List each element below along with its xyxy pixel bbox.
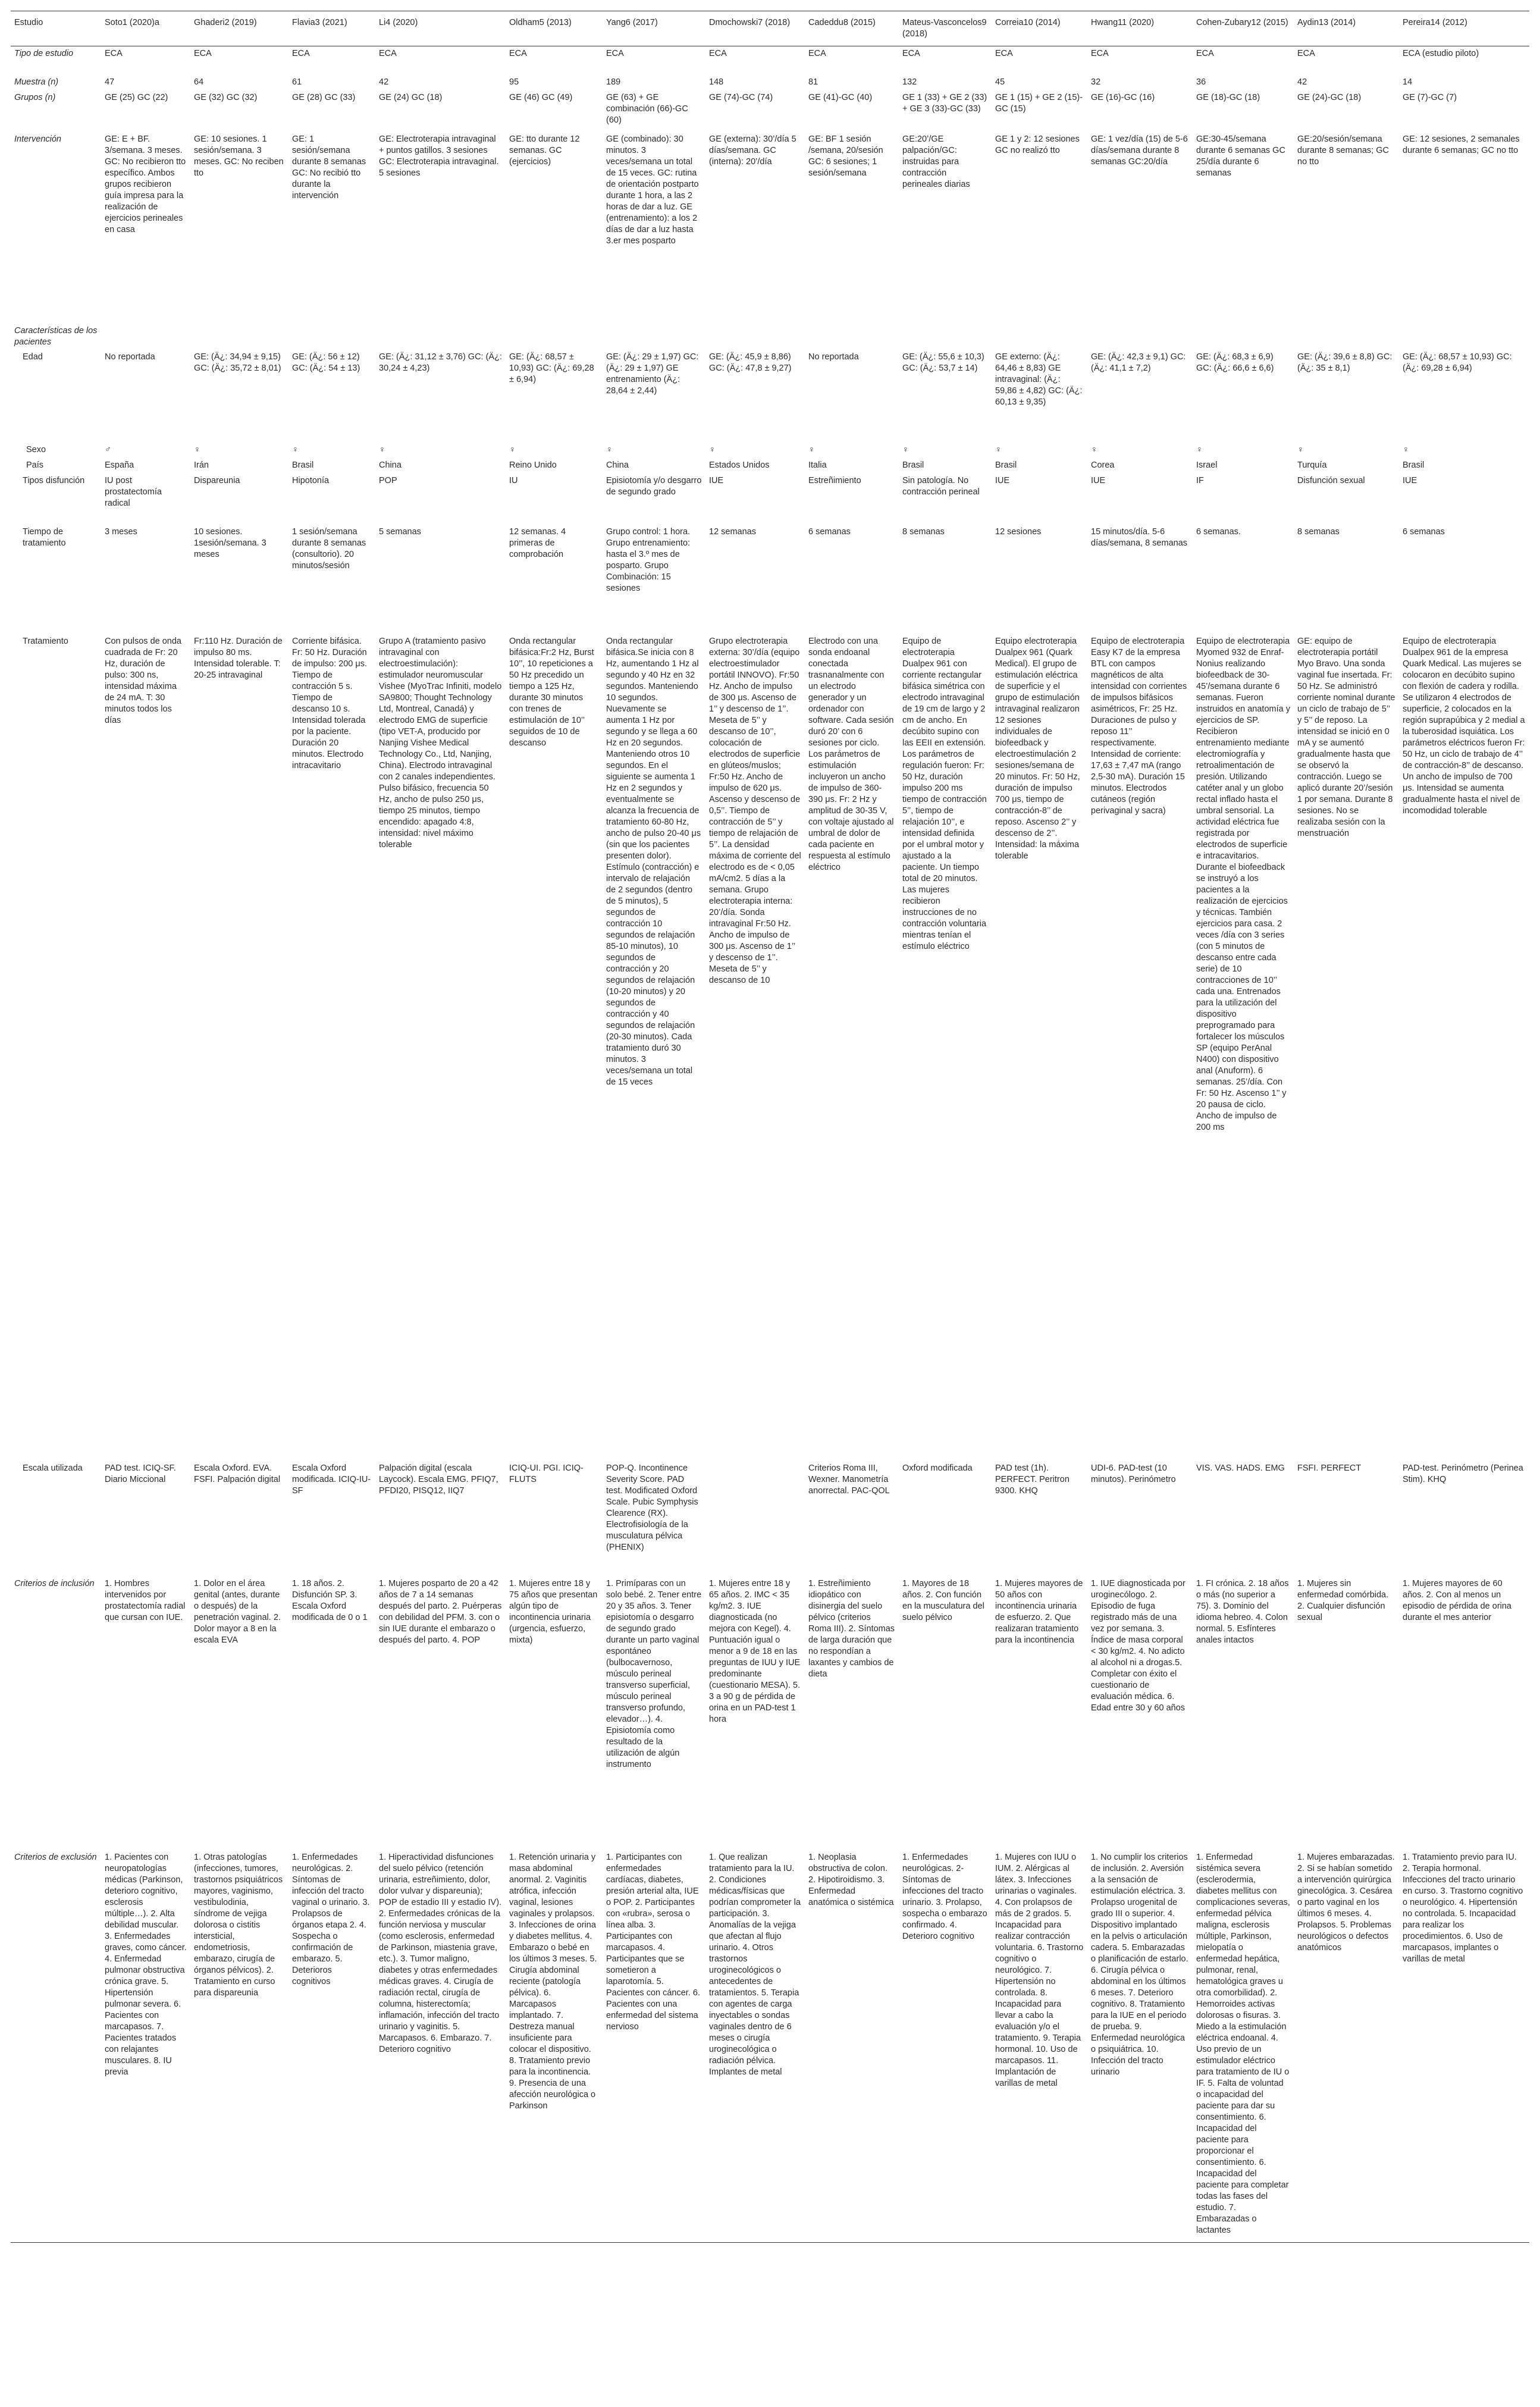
table-cell: 1. Participantes con enfermedades cardíacas, diabetes, presión arterial alta, IUE o POP. 2. Participantes con «rubra», serosa o línea alba. 3. Participantes con marcapasos. 4. Participantes que se sometieron a laparotomía. 5. Pacientes con cáncer. 6. Pacientes con una enfermedad del sistema nervioso <box>603 1850 705 2243</box>
table-cell: ECA <box>292 49 310 58</box>
table-cell: PAD-test. Perinómetro (Perinea Stim). KHQ <box>1403 1463 1523 1484</box>
table-row <box>11 132 1529 324</box>
table-cell: GE:30-45/semana durante 6 semanas GC 25/día durante 6 semanas <box>1196 134 1285 178</box>
table-cell: GE:20/sesión/semana durante 8 semanas; GC no tto <box>1297 134 1389 167</box>
table-cell: Grupo electroterapia externa: 30’/día (equipo electroestimulador portátil INNOVO). Fr:50 Hz. Ancho de impulso de 300 μs. Ascenso de 1’’ y descenso de 1’’. Meseta de 5’’ y descanso de 10’’, colocación de electrodos de superficie en glúteos/muslos; Fr:50 Hz. Ancho de impulso de 620 μs. Ascenso y descenso de 0,5’’. Tiempo de contracción de 5’’ y tiempo de relajación de 5’’. La densidad máxima de corriente del electrodo es de < 0,05 mA/cm2. 5 días a la semana. Grupo electroterapia interna: 20’/día. Sonda intravaginal Fr:50 Hz. Ancho de impulso de 300 μs. Ascenso de 1’’ y descenso de 1’’. Meseta de 5’’ y descanso de 10 <box>709 637 801 985</box>
table-row <box>11 1461 1529 1577</box>
table-cell: IUE <box>1091 476 1106 485</box>
table-cell: Brasil <box>995 460 1017 470</box>
table-cell: GE (externa): 30’/día 5 días/semana. GC (interna): 20’/día <box>709 134 796 167</box>
row-label: Tiempo de tratamiento <box>23 527 66 548</box>
table-cell: 1. FI crónica. 2. 18 años o más (no superior a 75). 3. Dominio del idioma hebreo. 4. Colon normal. 5. Esfínteres anales intactos <box>1196 1579 1289 1645</box>
table-cell: Equipo electroterapia Dualpex 961 (Quark Medical). El grupo de estimulación eléctrica de superficie y el grupo de estimulación intravaginal realizaron 12 sesiones individuales de biofeedback y electroestimulación 2 sesiones/semana de 20 minutos. Fr: 50 Hz, duración de impulso 700 μs, tiempo de contracción-8’’ de reposo. Ascenso 2’’ y descenso de 2’’. Intensidad: la máxima tolerable <box>995 637 1080 861</box>
table-cell: ECA <box>709 49 727 58</box>
table-cell: 6 semanas. <box>1196 527 1241 537</box>
table-cell: ♀ <box>509 445 516 455</box>
table-cell: ♀ <box>902 445 909 455</box>
table-cell: Reino Unido <box>509 460 557 470</box>
table-cell: IU post prostatectomía radical <box>105 476 162 508</box>
table-cell: Grupo control: 1 hora. Grupo entrenamiento: hasta el 3.º mes de posparto. Grupo Combinación: 15 sesiones <box>606 527 691 593</box>
table-cell: 1. Enfermedades neurológicas. 2- Síntomas de infecciones del tracto urinario. 3. Prolapso, sospecha o embarazo confirmado. 4. Deterioro cognitivo <box>899 1850 992 2243</box>
table-cell: IF <box>1196 476 1204 485</box>
header-study-5: Oldham5 (2013) <box>506 11 603 46</box>
table-cell: 1. Tratamiento previo para IU. 2. Terapia hormonal. Infecciones del tracto urinario en curso. 3. Trastorno cognitivo o neurológico. 4. Hipertensión no controlada. 5. Incapacidad para realizar los procedimientos. 6. Uso de marcapasos, implantes o varillas de metal <box>1399 1850 1529 2243</box>
table-cell: 1. Retención urinaria y masa abdominal anormal. 2. Vaginitis atrófica, infección vaginal, lesiones vaginales y prolapsos. 3. Infecciones de orina y diabetes mellitus. 4. Embarazo o bebé en los últimos 3 meses. 5. Cirugía abdominal reciente (patología pélvica). 6. Marcapasos implantado. 7. Destreza manual insuficiente para colocar el dispositivo. 8. Tratamiento previo para la incontinencia. 9. Presencia de una afección neurológica o Parkinson <box>506 1850 603 2243</box>
table-cell: GE 1 y 2: 12 sesiones GC no realizó tto <box>995 134 1080 155</box>
table-cell: Onda rectangular bifásica:Fr:2 Hz, Burst 10’’, 10 repeticiones a 50 Hz precedido un tiempo a 125 Hz, durante 30 minutos con trenes de estimulación de 10’’ seguidos de 10 de descanso <box>509 637 594 748</box>
table-cell: POP-Q. Incontinence Severity Score. PAD test. Modificated Oxford Scale. Pubic Symphysis Clearence (RX). Electrofisiología de la musculatura pélvica (PHENIX) <box>606 1463 698 1552</box>
table-cell: 1. Mujeres sin enfermedad comórbida. 2. Cualquier disfunción sexual <box>1297 1579 1389 1622</box>
table-cell: GE: (Ä¿: 55,6 ± 10,3) GC: (Ä¿: 53,7 ± 14) <box>902 352 984 373</box>
table-cell <box>1193 324 1294 350</box>
row-label: País <box>26 460 44 470</box>
table-cell <box>1294 324 1399 350</box>
row-label: Sexo <box>26 445 46 455</box>
table-cell: ECA <box>1091 49 1109 58</box>
table-cell: Brasil <box>1403 460 1425 470</box>
table-cell: ECA <box>105 49 123 58</box>
table-cell: Irán <box>194 460 209 470</box>
table-cell: 3 meses <box>105 527 137 537</box>
row-label: Tipos disfunción <box>23 476 85 485</box>
table-cell: 42 <box>379 77 389 87</box>
table-row <box>11 90 1529 132</box>
table-cell: UDI-6. PAD-test (10 minutos). Perinómetro <box>1091 1463 1176 1484</box>
table-cell: FSFI. PERFECT <box>1297 1463 1362 1473</box>
table-cell: 1. Mujeres embarazadas. 2. Si se habían sometido a intervención quirúrgica ginecológica. 3. Cesárea o parto vaginal en los últimos 6 meses. 4. Prolapsos. 5. Problemas neurológicos o defectos anatómicos <box>1294 1850 1399 2243</box>
table-cell: ECA (estudio piloto) <box>1403 49 1479 58</box>
table-cell <box>992 324 1087 350</box>
header-study-11: Hwang11 (2020) <box>1087 11 1193 46</box>
studies-comparison-table <box>11 11 1529 2243</box>
table-cell: 8 semanas <box>1297 527 1340 537</box>
table-cell: 1. IUE diagnosticada por uroginecólogo. 2. Episodio de fuga registrado más de una vez por semana. 3. Índice de masa corporal < 30 kg/m2. 4. No adicto al alcohol ni a drogas.5. Completar con éxito el cuestionario de evaluación médica. 6. Edad entre 30 y 60 años <box>1091 1579 1185 1713</box>
table-cell: Escala Oxford modificada. ICIQ-IU-SF <box>292 1463 371 1496</box>
table-header <box>11 11 1529 46</box>
table-cell: GE (32) GC (32) <box>194 93 258 102</box>
row-label: Criterios de inclusión <box>14 1579 95 1588</box>
table-cell: 1. Mujeres mayores de 60 años. 2. Con al menos un episodio de pérdida de orina durante el mes anterior <box>1403 1579 1511 1622</box>
table-cell: Electrodo con una sonda endoanal conectada trasnanalmente con un electrodo generador y un ordenador con software. Cada sesión duró 20’ con 6 sesiones por ciclo. Los parámetros de estimulación incluyeron un ancho de impulso de 360-390 μs. Fr: 2 Hz y amplitud de 30-35 V, con voltaje ajustado al umbral de dolor de cada paciente en respuesta al estímulo eléctrico <box>808 637 894 872</box>
table-cell: 1. Pacientes con neuropatologías médicas (Parkinson, deterioro cognitivo, esclerosis múltiple…). 2. Alta debilidad muscular. 3. Enfermedades graves, como cáncer. 4. Enfermedad pulmonar obstructiva crónica grave. 5. Hipertensión pulmonar severa. 6. Pacientes con marcapasos. 7. Pacientes tratados con relajantes musculares. 8. IU previa <box>101 1850 190 2243</box>
table-cell: 6 semanas <box>1403 527 1445 537</box>
table-cell: ECA <box>606 49 624 58</box>
table-cell: GE 1 (33) + GE 2 (33) + GE 3 (33)-GC (33) <box>902 93 987 114</box>
table-cell: GE (combinado): 30 minutos. 3 veces/semana un total de 15 veces. GC: rutina de orientación postparto durante 1 hora, a las 2 horas de dar a luz. GE (entrenamiento): a los 2 días de dar a luz hasta 3.er mes posparto <box>606 134 699 246</box>
table-cell: 1. Que realizan tratamiento para la IU. 2. Condiciones médicas/físicas que podrían comprometer la participación. 3. Anomalías de la vejiga que afectan al flujo urinario. 4. Otros trastornos uroginecológicos o antecedentes de tratamientos. 5. Terapia con agentes de carga inyectables o sondas vaginales dentro de 6 meses o cirugía uroginecológica o radiación pélvica. Implantes de metal <box>705 1850 805 2243</box>
table-cell: 1. No cumplir los criterios de inclusión. 2. Aversión a la sensación de estimulación eléctrica. 3. Prolapso urogenital de grado III o superior. 4. Dispositivo implantado en la pelvis o articulación cadera. 5. Embarazadas o planificación de estarlo. 6. Cirugía pélvica o abdominal en los últimos 6 meses. 7. Deterioro cognitivo. 8. Tratamiento para la IUE en el periodo de prueba. 9. Enfermedad neurológica o psiquiátrica. 10. Infección del tracto urinario <box>1087 1850 1193 2243</box>
table-cell: Hipotonía <box>292 476 330 485</box>
table-cell: Onda rectangular bifásica.Se inicia con 8 Hz, aumentando 1 Hz al segundo y 40 Hz en 32 segundos. Manteniendo 10 segundos. Nuevamente se aumenta 1 Hz por segundo y se llega a 60 Hz en 20 segundos. Manteniendo otros 10 segundos. En el siguiente se aumenta 1 Hz en 2 segundos y eventualmente se alcanza la frecuencia de tratamiento 60-80 Hz, ancho de pulso 20-40 μs (sin que los pacientes presenten dolor). Estímulo (contracción) e intervalo de relajación de 2 segundos (dentro de 5 minutos), 5 segundos de contracción 10 segundos de relajación 85-10 minutos), 10 segundos de contracción y 20 segundos de relajación (10-20 minutos) y 20 segundos de contracción y 40 segundos de relajación (20-30 minutos). Cada tratamiento duró 30 minutos. 3 veces/semana un total de 15 veces <box>606 637 701 1087</box>
table-cell: Brasil <box>292 460 314 470</box>
table-cell: GE: E + BF. 3/semana. 3 meses. GC: No recibieron tto específico. Ambos grupos recibieron guía impresa para la realización de ejercicios perineales en casa <box>105 134 186 234</box>
table-cell <box>899 324 992 350</box>
table-cell: ECA <box>1196 49 1214 58</box>
table-cell: Dispareunia <box>194 476 240 485</box>
table-cell: 1 sesión/semana durante 8 semanas (consultorio). 20 minutos/sesión <box>292 527 366 571</box>
row-label: Grupos (n) <box>14 93 56 102</box>
table-cell: Oxford modificada <box>902 1463 973 1473</box>
table-cell: China <box>379 460 402 470</box>
row-label: Tipo de estudio <box>14 49 74 58</box>
row-label: Criterios de exclusión <box>11 1850 101 2243</box>
table-cell: ECA <box>1297 49 1315 58</box>
table-cell: GE: (Ä¿: 68,57 ± 10,93) GC: (Ä¿: 69,28 ± 6,94) <box>1403 352 1512 373</box>
study-table-sheet <box>11 11 1529 2243</box>
table-cell: ECA <box>194 49 212 58</box>
header-study-7: Dmochowski7 (2018) <box>705 11 805 46</box>
table-cell: ECA <box>995 49 1013 58</box>
table-cell: Turquía <box>1297 460 1327 470</box>
table-cell: GE externo: (Ä¿: 64,46 ± 8,83) GE intravaginal: (Ä¿: 59,86 ± 4,82) GC: (Ä¿: 60,13 ± 9,35) <box>995 352 1083 407</box>
table-cell: 45 <box>995 77 1005 87</box>
table-cell: Criterios Roma III, Wexner. Manometría anorrectal. PAC-QOL <box>808 1463 890 1496</box>
table-cell: ICIQ-UI. PGI. ICIQ-FLUTS <box>509 1463 584 1484</box>
header-study-1: Soto1 (2020)a <box>101 11 190 46</box>
table-cell: GE (16)-GC (16) <box>1091 93 1155 102</box>
table-cell: Estados Unidos <box>709 460 770 470</box>
table-cell <box>506 324 603 350</box>
table-cell: ♀ <box>606 445 613 455</box>
table-row <box>11 350 1529 443</box>
table-cell: 12 semanas <box>709 527 756 537</box>
table-cell: 1. Mujeres entre 18 y 75 años que presentan algún tipo de incontinencia urinaria (urgencia, esfuerzo, mixta) <box>509 1579 598 1645</box>
header-study-6: Yang6 (2017) <box>603 11 705 46</box>
table-cell: 1. Hombres intervenidos por prostatectomía radial que cursan con IUE. <box>105 1579 186 1622</box>
header-study-13: Aydin13 (2014) <box>1294 11 1399 46</box>
table-row <box>11 525 1529 634</box>
table-cell: ECA <box>509 49 527 58</box>
table-cell: 1. Estreñimiento idiopático con disinergia del suelo pélvico (criterios Roma III). 2. Síntomas de larga duración que no respondían a laxantes y cambios de dieta <box>808 1579 895 1679</box>
table-cell: GE: BF 1 sesión /semana, 20/sesión GC: 6 sesiones; 1 sesión/semana <box>808 134 883 178</box>
table-cell: No reportada <box>808 352 859 362</box>
table-cell: 8 semanas <box>902 527 945 537</box>
table-cell: Equipo de electroterapia Myomed 932 de Enraf-Nonius realizando biofeedback de 30-45’/semana durante 6 semanas. Fueron instruidos en anatomía y ejercicios de SP. Recibieron entrenamiento mediante electromiografía y retroalimentación de presión. Utilizando catéter anal y un globo rectal inflado hasta el umbral sensorial. La actividad eléctrica fue registrada por electrodos de superficie e intracavitarios. Durante el biofeedback se instruyó a los pacientes a la realización de ejercicios y técnicas. También ejercicios para casa. 2 veces /día con 3 series (con 5 minutos de descanso entre cada serie) de 10 contracciones de 10’’ cada una. Entrenados para la utilización del dispositivo preprogramado para fortalecer los músculos SP (equipo PerAnal N400) con dispositivo anal (Anuform). 6 semanas. 25’/día. Con Fr: 50 Hz. Ascenso 1’’ y 20 pausa de ciclo. Ancho de impulso de 200 ms <box>1196 637 1290 1132</box>
table-row <box>11 46 1529 76</box>
table-cell: GE: 10 sesiones. 1 sesión/semana. 3 meses. GC: No reciben tto <box>194 134 284 178</box>
table-cell: 1. Mujeres posparto de 20 a 42 años de 7 a 14 semanas después del parto. 2. Puérperas con debilidad del PFM. 3. con o sin IUE durante el embarazo o después del parto. 4. POP <box>379 1579 502 1645</box>
table-cell: 47 <box>105 77 115 87</box>
header-study-8: Cadeddu8 (2015) <box>805 11 899 46</box>
table-cell: IUE <box>1403 476 1417 485</box>
table-cell: China <box>606 460 629 470</box>
table-cell: 64 <box>194 77 204 87</box>
table-cell: GE: (Ä¿: 45,9 ± 8,86) GC: (Ä¿: 47,8 ± 9,27) <box>709 352 792 373</box>
table-cell: No reportada <box>105 352 155 362</box>
row-label: Escala utilizada <box>23 1463 83 1473</box>
table-cell: 6 semanas <box>808 527 851 537</box>
table-cell: GE: (Ä¿: 29 ± 1,97) GC: (Ä¿: 29 ± 1,97) GE entrenamiento (Ä¿: 28,64 ± 2,44) <box>606 352 699 396</box>
table-cell: ♀ <box>1403 445 1409 455</box>
table-cell: GE: tto durante 12 semanas. GC (ejercicios) <box>509 134 580 167</box>
table-cell: GE: (Ä¿: 56 ± 12) GC: (Ä¿: 54 ± 13) <box>292 352 360 373</box>
header-estudio: Estudio <box>11 11 101 46</box>
table-cell: 1. Mujeres con IUU o IUM. 2. Alérgicas al látex. 3. Infecciones urinarias o vaginales. 4. Con prolapsos de más de 2 grados. 5. Incapacidad para realizar contracción voluntaria. 6. Trastorno cognitivo o neurológico. 7. Hipertensión no controlada. 8. Incapacidad para llevar a cabo la evaluación y/o el tratamiento. 9. Terapia hormonal. 10. Uso de marcapasos. 11. Implantación de varillas de metal <box>992 1850 1087 2243</box>
table-cell: Con pulsos de onda cuadrada de Fr: 20 Hz, duración de pulso: 300 ns, intensidad máxima de 24 mA. T: 30 minutos todos los días <box>105 637 181 725</box>
header-study-2: Ghaderi2 (2019) <box>190 11 288 46</box>
table-cell: España <box>105 460 134 470</box>
table-cell: Corriente bifásica. Fr: 50 Hz. Duración de impulso: 200 μs. Tiempo de contracción 5 s. Tiempo de descanso 10 s. Intensidad tolerada por la paciente. Duración 20 minutos. Electrodo intracavitario <box>292 637 368 770</box>
table-row <box>11 458 1529 474</box>
table-cell: 12 sesiones <box>995 527 1042 537</box>
table-cell: PAD test. ICIQ-SF. Diario Miccional <box>105 1463 176 1484</box>
table-cell: PAD test (1h). PERFECT. Peritron 9300. KHQ <box>995 1463 1069 1496</box>
table-cell: 14 <box>1403 77 1413 87</box>
table-cell: Episiotomía y/o desgarro de segundo grado <box>606 476 702 497</box>
table-cell: 1. Enfermedades neurológicas. 2. Síntomas de infección del tracto vaginal o urinario. 3. Prolapsos de órganos etapa 2. 4. Sospecha o confirmación de embarazo. 5. Deterioros cognitivos <box>288 1850 375 2243</box>
table-cell: 42 <box>1297 77 1307 87</box>
table-cell <box>190 324 288 350</box>
table-cell <box>705 324 805 350</box>
table-cell: ECA <box>379 49 397 58</box>
table-cell: 1. Dolor en el área genital (antes, durante o después) de la penetración vaginal. 2. Dolor mayor a 8 en la escala EVA <box>194 1579 281 1645</box>
table-cell: Corea <box>1091 460 1115 470</box>
table-cell: ♀ <box>1196 445 1203 455</box>
table-cell <box>603 324 705 350</box>
table-cell: GE: 12 sesiones, 2 semanales durante 6 semanas; GC no tto <box>1403 134 1520 155</box>
table-cell: 148 <box>709 77 724 87</box>
table-cell: ECA <box>808 49 826 58</box>
table-cell <box>1087 324 1193 350</box>
table-cell: GE (41)-GC (40) <box>808 93 873 102</box>
table-cell: ♀ <box>709 445 716 455</box>
table-cell: 1. Mayores de 18 años. 2. Con función en la musculatura del suelo pélvico <box>902 1579 984 1622</box>
table-cell: GE (24) GC (18) <box>379 93 443 102</box>
table-cell: 32 <box>1091 77 1101 87</box>
table-cell: Equipo de electroterapia Easy K7 de la empresa BTL con campos magnéticos de alta intensidad con corrientes de impulsos bifásicos asimétricos, Fr: 25 Hz. Duraciones de pulso y reposo 11’’ respectivamente. Intensidad de corriente: 17,63 ± 7,47 mA (rango 2,5-30 mA). Duración 15 minutos. Electrodos cutáneos (región perivaginal y sacra) <box>1091 637 1187 816</box>
row-label: Intervención <box>14 134 61 144</box>
table-cell: Sin patología. No contracción perineal <box>902 476 980 497</box>
table-row <box>11 75 1529 90</box>
table-cell: Palpación digital (escala Laycock). Escala EMG. PFIQ7, PFDI20, PISQ12, IIQ7 <box>379 1463 498 1496</box>
table-cell: 5 semanas <box>379 527 421 537</box>
table-cell: ♀ <box>1091 445 1097 455</box>
table-cell: 1. Enfermedad sistémica severa (esclerodermia, diabetes mellitus con complicaciones severas, enfermedad pélvica maligna, esclerosis múltiple, Parkinson, mielopatía o enfermedad hepática, pulmonar, renal, hematológica graves u otra comorbilidad). 2. Hemorroides activas dolorosas o fisuras. 3. Miedo a la estimulación eléctrica endoanal. 4. Uso previo de un estimulador eléctrico para tratamiento de IU o IF. 5. Falta de voluntad o incapacidad del paciente para dar su consentimiento. 6. Incapacidad del paciente para proporcionar el consentimiento. 6. Incapacidad del paciente para completar todas las fases del estudio. 7. Embarazadas o lactantes <box>1193 1850 1294 2243</box>
table-cell: Estreñimiento <box>808 476 861 485</box>
table-cell: GE (24)-GC (18) <box>1297 93 1362 102</box>
table-row <box>11 1850 1529 2243</box>
table-cell: GE: (Ä¿: 68,57 ± 10,93) GC: (Ä¿: 69,28 ± 6,94) <box>509 352 594 384</box>
table-row <box>11 443 1529 458</box>
table-cell: 1. Hiperactividad disfunciones del suelo pélvico (retención urinaria, estreñimiento, dolor, dolor vulvar y dispareunia); POP de estadio III y estadio IV). 2. Enfermedades crónicas de la función nerviosa y muscular (como esclerosis, enfermedad de Parkinson, miastenia grave, etc.). 3. Tumor maligno, diabetes y otras enfermedades médicas graves. 4. Cirugía de radiación rectal, cirugía de columna, histerectomía; inflamación, infección del tracto urinario y vaginitis. 5. Marcapasos. 6. Embarazo. 7. Deterioro cognitivo <box>375 1850 506 2243</box>
table-cell: Israel <box>1196 460 1218 470</box>
table-cell: GE 1 (15) + GE 2 (15)-GC (15) <box>995 93 1083 114</box>
table-cell: ♀ <box>379 445 385 455</box>
table-cell: GE (7)-GC (7) <box>1403 93 1457 102</box>
table-cell: Equipo de electroterapia Dualpex 961 de la empresa Quark Medical. Las mujeres se colocaron en decúbito supino con flexión de cadera y rodilla. Se utilizaron 4 electrodos de superficie, 2 colocados en la región suprapúbica y 2 medial a la tuberosidad isquiática. Los parámetros eléctricos fueron Fr: 50 Hz, un ciclo de trabajo de 4’’ de contracción-8’’ de descanso. Un ancho de impulso de 700 μs. Intensidad se aumenta gradualmente hasta el nivel de incomodidad tolerable <box>1403 637 1525 816</box>
table-cell: GE: (Ä¿: 39,6 ± 8,8) GC: (Ä¿: 35 ± 8,1) <box>1297 352 1392 373</box>
table-cell: IUE <box>709 476 724 485</box>
table-cell: Equipo de electroterapia Dualpex 961 con corriente rectangular bifásica simétrica con electrodo intravaginal de 19 cm de largo y 2 cm de ancho. En decúbito supino con las EEII en extensión. Los parámetros de regulación fueron: Fr: 50 Hz, duración impulso 200 ms tiempo de contracción 5’’, tiempo de relajación 10’’, e intensidad definida por el umbral motor y ajustado a la paciente. Un tiempo total de 20 minutos. Las mujeres recibieron instrucciones de no contracción voluntaria mientras tenían el estímulo eléctrico <box>902 637 987 951</box>
table-cell: 95 <box>509 77 519 87</box>
table-cell: Escala Oxford. EVA. FSFI. Palpación digital <box>194 1463 281 1484</box>
table-cell: Fr:110 Hz. Duración de impulso 80 ms. Intensidad tolerable. T: 20-25 intravaginal <box>194 637 283 680</box>
table-cell: GE (18)-GC (18) <box>1196 93 1260 102</box>
table-row <box>11 634 1529 1461</box>
table-cell: Disfunción sexual <box>1297 476 1365 485</box>
table-cell: GE (63) + GE combinación (66)-GC (60) <box>606 93 688 125</box>
table-cell <box>101 324 190 350</box>
table-cell: GE (74)-GC (74) <box>709 93 773 102</box>
table-cell <box>805 324 899 350</box>
table-cell: GE (25) GC (22) <box>105 93 168 102</box>
header-study-4: Li4 (2020) <box>375 11 506 46</box>
table-cell: GE: 1 vez/día (15) de 5-6 días/semana durante 8 semanas GC:20/día <box>1091 134 1188 167</box>
row-label: Muestra (n) <box>14 77 59 87</box>
table-cell: ♀ <box>292 445 299 455</box>
table-cell: 1. Otras patologías (infecciones, tumores, trastornos psiquiátricos mayores, vaginismo, vestibulodinia, síndrome de vejiga dolorosa o cistitis intersticial, endometriosis, embarazo, cirugía de órganos pélvicos). 2. Tratamiento en curso para dispareunia <box>190 1850 288 2243</box>
table-cell: ♂ <box>105 445 111 455</box>
table-cell: ECA <box>902 49 920 58</box>
table-cell: VIS. VAS. HADS. EMG <box>1196 1463 1285 1473</box>
table-cell: ♀ <box>1297 445 1304 455</box>
table-cell: 81 <box>808 77 818 87</box>
table-row <box>11 324 1529 350</box>
table-cell: GE (46) GC (49) <box>509 93 573 102</box>
table-cell: Grupo A (tratamiento pasivo intravaginal con electroestimulación): estimulador neuromuscular Vishee (MyoTrac Infiniti, modelo SA9800; Thought Technology Ltd, Montreal, Canadá) y electrodo EMG de superficie (tipo VET-A, producido por Nanjing Vishee Medical Technology Co., Ltd, Nanjing, China). Electrodo intravaginal con 2 canales independientes. Pulso bifásico, frecuencia 50 Hz, ancho de pulso 250 μs, tiempo 25 minutos, tiempo encendido: apagado 4:8, intensidad: nivel máximo tolerable <box>379 637 502 850</box>
table-cell: 61 <box>292 77 302 87</box>
row-label: Tratamiento <box>23 637 68 646</box>
table-cell <box>1399 324 1529 350</box>
table-cell: GE: (Ä¿: 68,3 ± 6,9) GC: (Ä¿: 66,6 ± 6,6) <box>1196 352 1274 373</box>
table-cell: ♀ <box>194 445 200 455</box>
header-study-3: Flavia3 (2021) <box>288 11 375 46</box>
table-cell: GE: (Ä¿: 42,3 ± 9,1) GC: (Ä¿: 41,1 ± 7,2) <box>1091 352 1186 373</box>
table-cell: IUE <box>995 476 1010 485</box>
table-cell: 15 minutos/día. 5-6 días/semana, 8 semanas <box>1091 527 1188 548</box>
table-cell: 10 sesiones. 1sesión/semana. 3 meses <box>194 527 266 559</box>
header-study-9: Mateus-Vasconcelos9 (2018) <box>899 11 992 46</box>
table-cell: 1. Mujeres entre 18 y 65 años. 2. IMC < 35 kg/m2. 3. IUE diagnosticada (no mejora con Kegel). 4. Puntuación igual o menor a 9 de 18 en las preguntas de IUU y IUE predominante (cuestionario MESA). 5. 3 a 90 g de pérdida de orina en un PAD-test 1 hora <box>709 1579 801 1724</box>
table-cell: 1. Mujeres mayores de 50 años con incontinencia urinaria de esfuerzo. 2. Que realizaran tratamiento para la incontinencia <box>995 1579 1083 1645</box>
table-cell: IU <box>509 476 518 485</box>
table-cell: GE: Electroterapia intravaginal + puntos gatillos. 3 sesiones GC: Electroterapia intravaginal. 5 sesiones <box>379 134 499 178</box>
table-cell: GE: (Ä¿: 34,94 ± 9,15) GC: (Ä¿: 35,72 ± 8,01) <box>194 352 281 373</box>
table-row <box>11 474 1529 525</box>
table-cell: ♀ <box>995 445 1002 455</box>
table-cell: 1. 18 años. 2. Disfunción SP. 3. Escala Oxford modificada de 0 o 1 <box>292 1579 368 1622</box>
table-body <box>11 46 1529 2243</box>
table-cell: Brasil <box>902 460 924 470</box>
table-cell: POP <box>379 476 397 485</box>
table-cell: GE: (Ä¿: 31,12 ± 3,76) GC: (Ä¿: 30,24 ± 4,23) <box>379 352 502 373</box>
table-cell: GE:20’/GE palpación/GC: instruidas para contracción perineales diarias <box>902 134 970 189</box>
header-study-14: Pereira14 (2012) <box>1399 11 1529 46</box>
table-cell: GE: equipo de electroterapia portátil Myo Bravo. Una sonda vaginal fue insertada. Fr: 50 Hz. Se administró corriente nominal durante un ciclo de trabajo de 5’’ y 5’’ de reposo. La intensidad se inició en 0 mA y se aumentó gradualmente hasta que se observó la contracción. Luego se aplicó durante 20’/sesión 1 por semana. Durante 8 sesiones. No se realizaba sesión con la menstruación <box>1297 637 1395 838</box>
table-cell: 36 <box>1196 77 1206 87</box>
table-cell: ♀ <box>808 445 815 455</box>
table-cell: GE: 1 sesión/semana durante 8 semanas GC: No recibió tto durante la intervención <box>292 134 366 200</box>
table-cell: 189 <box>606 77 621 87</box>
header-study-10: Correia10 (2014) <box>992 11 1087 46</box>
table-cell: 1. Neoplasia obstructiva de colon. 2. Hipotiroidismo. 3. Enfermedad anatómica o sistémica <box>805 1850 899 2243</box>
table-cell: Italia <box>808 460 827 470</box>
table-cell: 12 semanas. 4 primeras de comprobación <box>509 527 566 559</box>
row-label: Características de los pacientes <box>14 326 98 347</box>
table-cell: 1. Primíparas con un solo bebé. 2. Tener entre 20 y 35 años. 3. Tener episiotomía o desgarro de segundo grado durante un parto vaginal espontáneo (bulbocavernoso, músculo perineal transverso superficial, músculo perineal transverso profundo, elevador…). 4. Episiotomía como resultado de la utilización de algún instrumento <box>606 1579 702 1769</box>
table-row <box>11 1577 1529 1850</box>
table-cell: 132 <box>902 77 917 87</box>
table-cell <box>375 324 506 350</box>
row-label: Edad <box>23 352 43 362</box>
table-cell: GE (28) GC (33) <box>292 93 356 102</box>
table-cell <box>288 324 375 350</box>
table-cell <box>705 1461 805 1577</box>
header-study-12: Cohen-Zubary12 (2015) <box>1193 11 1294 46</box>
